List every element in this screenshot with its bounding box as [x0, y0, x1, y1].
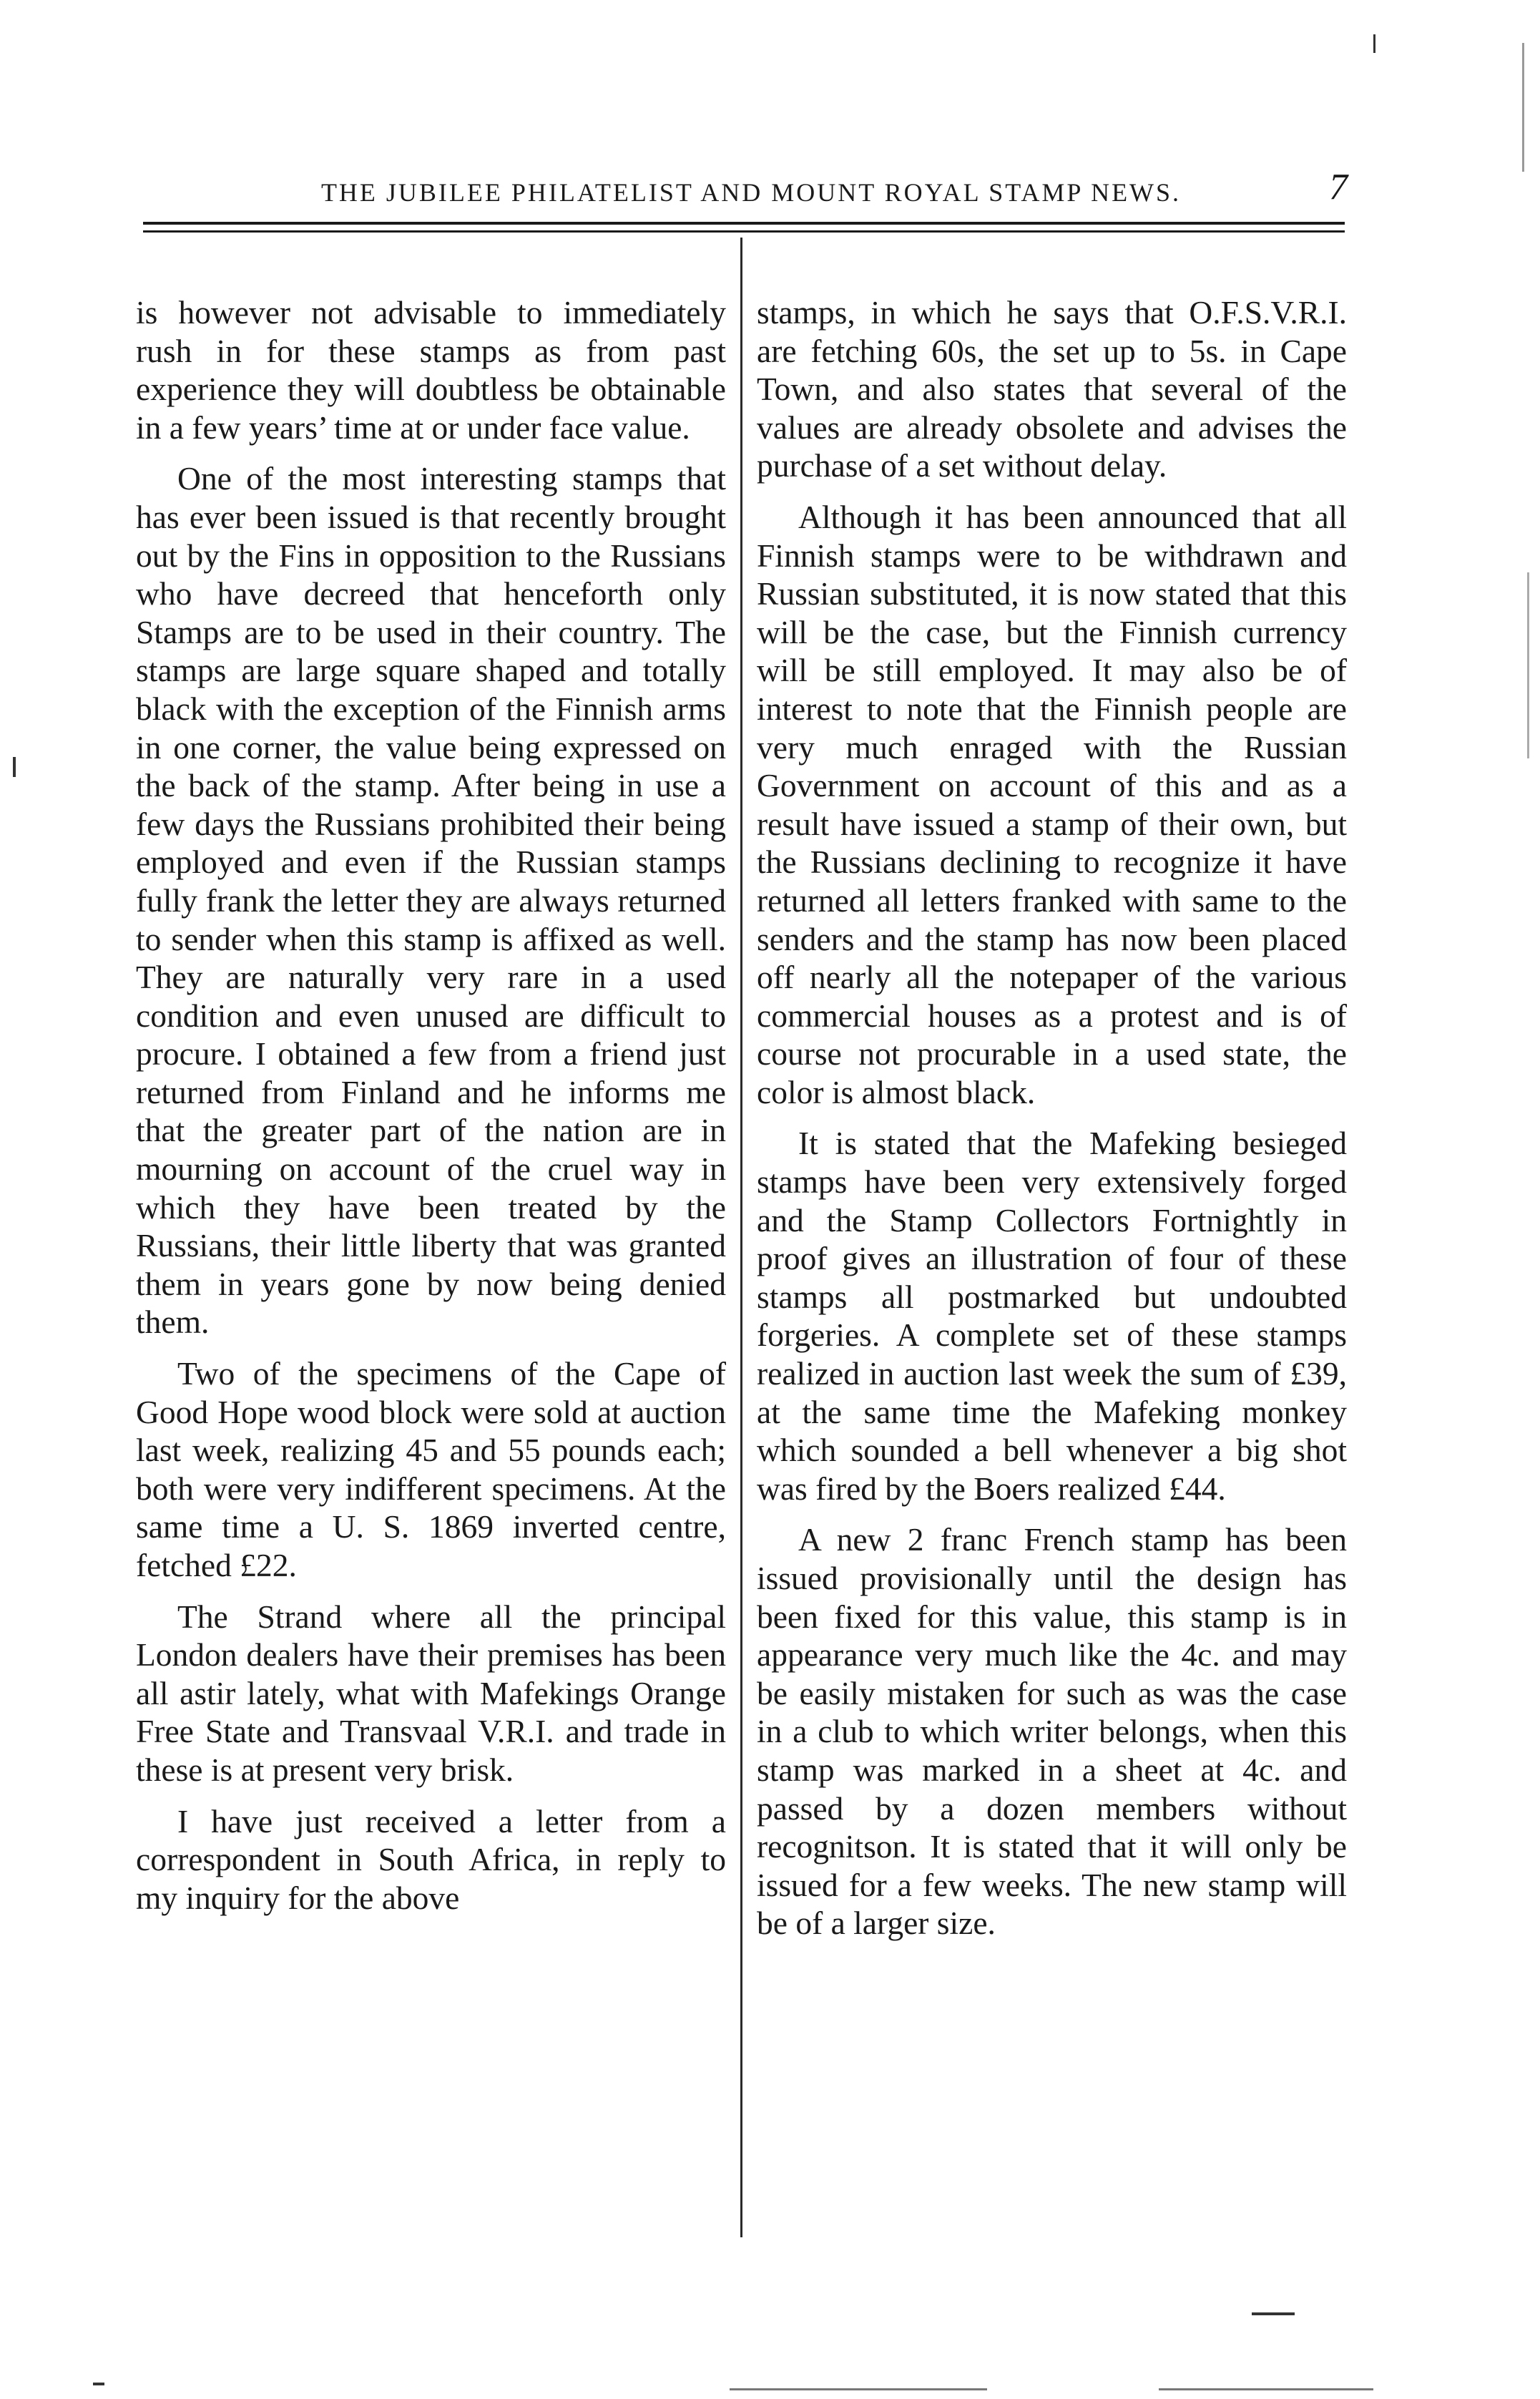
column-divider [740, 238, 742, 2237]
scan-speck [730, 2388, 987, 2390]
paragraph: I have just received a letter from a correspondent in South Africa, in reply to my inquiry for the above [136, 1802, 726, 1916]
header-rule-top [143, 222, 1345, 225]
page-number: 7 [1329, 167, 1348, 207]
scan-speck [13, 757, 16, 777]
running-title: THE JUBILEE PHILATELIST AND MOUNT ROYAL STAMP NEWS. [320, 178, 1182, 207]
scan-speck [1252, 2312, 1295, 2315]
paragraph: Although it has been announced that all Finnish stamps were to be withdrawn and Russian substituted, it is now stated that this will be the case, but the Finnish currency will be still employed. It may also be of interest to note that the Finnish people are very much enraged with the Russian Government on account of this and as a result have issued a stamp of their own, but the Russians declining to recognize it have returned all letters franked with same to the senders and the stamp has now been placed off nearly all the notepaper of the various commercial houses as a protest and is of course not procurable in a used state, the color is almost black. [757, 498, 1347, 1110]
scan-speck [1527, 572, 1529, 758]
scan-speck [1522, 43, 1524, 172]
paragraph: It is stated that the Mafeking besieged stamps have been very extensively forged and the Stamp Collectors Fortnightly in proof gives an illustration of four of these stamps all postmarked but undoubted forgeries. A complete set of these stamps realized in auction last week the sum of £39, at the same time the Mafeking monkey which sounded a bell whenever a big shot was fired by the Boers realized £44. [757, 1125, 1347, 1507]
paragraph: Two of the specimens of the Cape of Good Hope wood block were sold at auction last week, realizing 45 and 55 pounds each; both were very indifferent specimens. At the same time a U. S. 1869 inverted centre, fetched £22. [136, 1355, 726, 1583]
paragraph: The Strand where all the principal London dealers have their premises has been all astir lately, what with Mafekings Orange Free State and Transvaal V.R.I. and trade in these is at present very brisk. [136, 1598, 726, 1788]
scan-speck [1159, 2388, 1373, 2390]
paragraph: stamps, in which he says that O.F.S.V.R.I. are fetching 60s, the set up to 5s. in Cape Town, and also states that several of the values are already obsolete and advises the purchase of a set without delay. [757, 294, 1347, 484]
scan-speck [93, 2383, 104, 2385]
paragraph: One of the most interesting stamps that has ever been issued is that recently brought out by the Fins in opposition to the Russians who have decreed that henceforth only Stamps are to be used in their country. The stamps are large square shaped and totally black with the exception of the Finnish arms in one corner, the value being expressed on the back of the stamp. After being in use a few days the Russians prohibited their being employed and even if the Russian stamps fully frank the letter they are always returned to sender when this stamp is affixed as well. They are naturally very rare in a used condition and even unused are difficult to procure. I obtained a few from a friend just returned from Finland and he informs me that the greater part of the nation are in mourning on account of the cruel way in which they have been treated by the Russians, their little liberty that was granted them in years gone by now being denied them. [136, 460, 726, 1341]
paragraph: A new 2 franc French stamp has been issued provisionally until the design has been fixed for this value, this stamp is in appearance very much like the 4c. and may be easily mistaken for such as was the case in a club to which writer belongs, when this stamp was marked in a sheet at 4c. and passed by a dozen members without recognitson. It is stated that it will only be issued for a few weeks. The new stamp will be of a larger size. [757, 1521, 1347, 1942]
header-rule-bottom [143, 230, 1345, 233]
left-column [136, 293, 726, 1930]
scan-speck [1373, 34, 1375, 53]
paragraph: is however not advisable to immediately rush in for these stamps as from past experience they will doubtless be obtainable in a few years’ time at or under face value. [136, 294, 726, 446]
right-column [757, 293, 1347, 1955]
